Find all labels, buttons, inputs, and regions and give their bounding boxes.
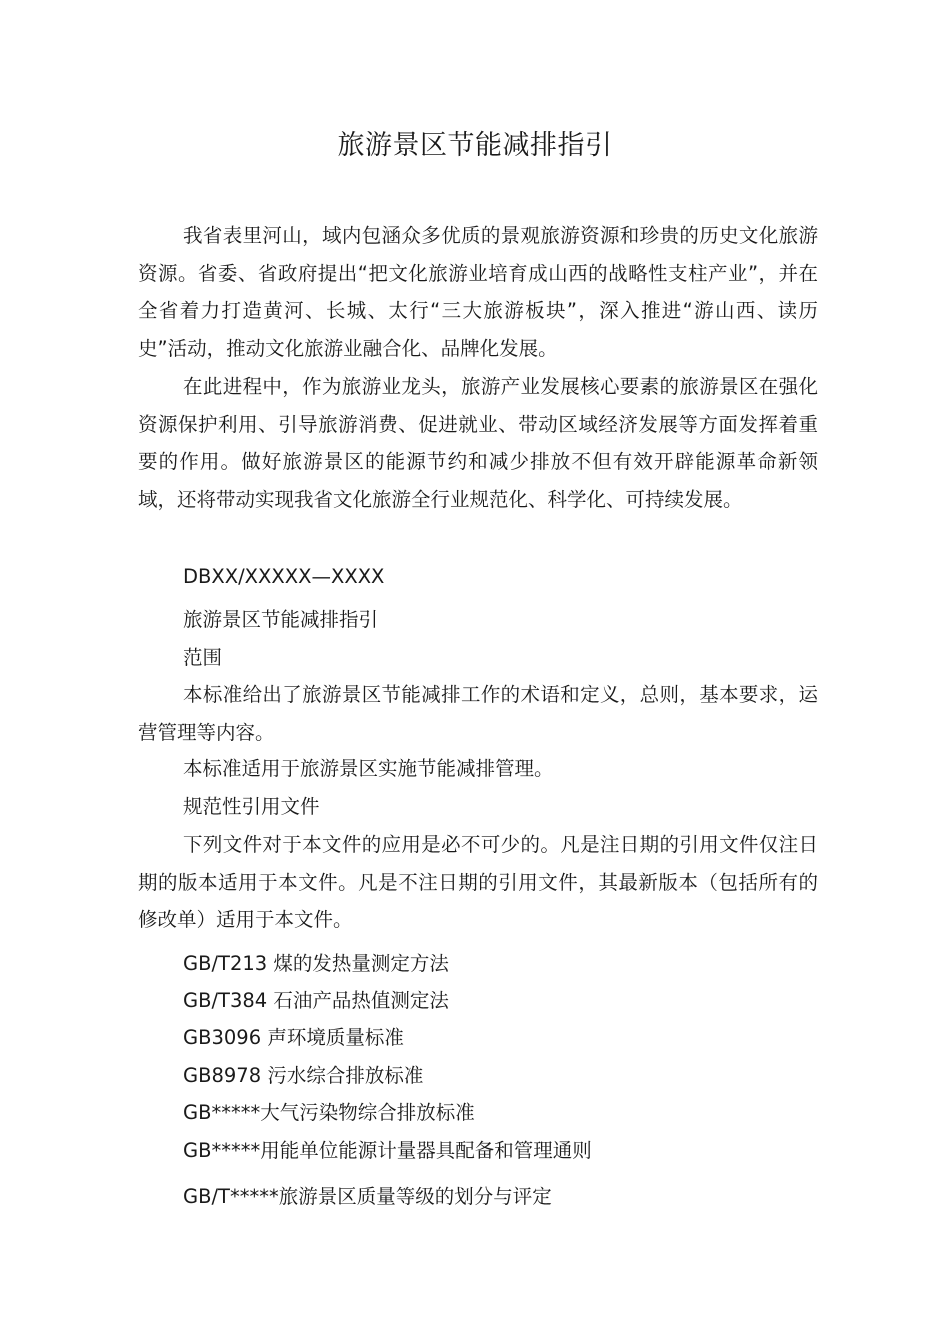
reference-item: GB/T*****旅游景区质量等级的划分与评定 [183,1185,552,1208]
reference-item: GB*****用能单位能源计量器具配备和管理通则 [183,1139,592,1162]
reference-item: GB8978 污水综合排放标准 [183,1064,424,1087]
scope-paragraph-1: 本标准给出了旅游景区节能减排工作的术语和定义，总则，基本要求，运营管理等内容。 [138,683,818,744]
intro-paragraph-2: 在此进程中，作为旅游业龙头，旅游产业发展核心要素的旅游景区在强化资源保护利用、引导旅游消费、促进就业、带动区域经济发展等方面发挥着重要的作用。做好旅游景区的能源节约和减少排放不但有效开辟能源革命新领域，还将带动实现我省文化旅游全行业规范化、科学化、可持续发展。 [138,375,818,512]
references-paragraph: 下列文件对于本文件的应用是必不可少的。凡是注日期的引用文件仅注日期的版本适用于本文件。凡是不注日期的引用文件，其最新版本（包括所有的修改单）适用于本文件。 [138,833,818,932]
reference-item: GB/T213 煤的发热量测定方法 [183,952,449,975]
reference-item: GB*****大气污染物综合排放标准 [183,1101,475,1124]
standard-title: 旅游景区节能减排指引 [183,608,379,631]
intro-paragraph-1: 我省表里河山，域内包涵众多优质的景观旅游资源和珍贵的历史文化旅游资源。省委、省政府提出“把文化旅游业培育成山西的战略性支柱产业”，并在全省着力打造黄河、长城、太行“三大旅游板块”，深入推进“游山西、读历史”活动，推动文化旅游业融合化、品牌化发展。 [138,224,818,361]
standard-code: DBXX/XXXXX—XXXX [183,565,385,588]
scope-paragraph-2: 本标准适用于旅游景区实施节能减排管理。 [183,757,554,780]
reference-item: GB/T384 石油产品热值测定法 [183,989,449,1012]
references-heading: 规范性引用文件 [183,795,320,818]
scope-heading: 范围 [183,646,223,669]
reference-item: GB3096 声环境质量标准 [183,1026,404,1049]
document-title: 旅游景区节能减排指引 [337,130,613,161]
